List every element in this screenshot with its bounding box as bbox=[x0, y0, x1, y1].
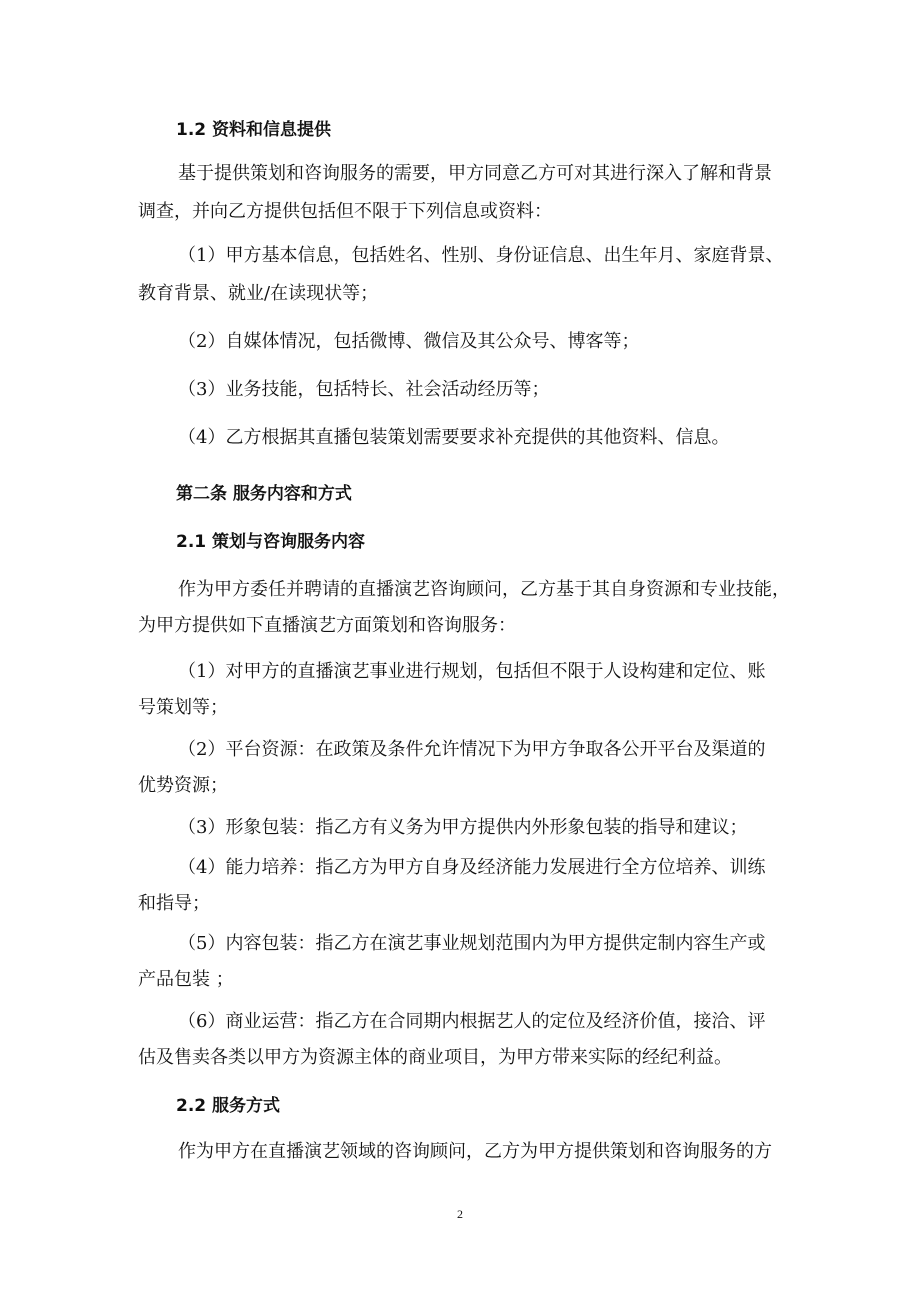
list-item-line: （1）甲方基本信息，包括姓名、性别、身份证信息、出生年月、家庭背景、 bbox=[178, 245, 784, 266]
list-item-line: 教育背景、就业/在读现状等； bbox=[138, 283, 379, 304]
list-item: （3）形象包装：指乙方有义务为甲方提供内外形象包装的指导和建议； bbox=[178, 817, 748, 838]
list-item-line: 和指导； bbox=[138, 893, 210, 914]
list-item-line: （5）内容包装：指乙方在演艺事业规划范围内为甲方提供定制内容生产或 bbox=[178, 933, 766, 954]
paragraph-line: 基于提供策划和咨询服务的需要，甲方同意乙方可对其进行深入了解和背景 bbox=[178, 163, 772, 184]
list-item: （4）乙方根据其直播包装策划需要要求补充提供的其他资料、信息。 bbox=[178, 427, 730, 448]
list-item-line: 估及售卖各类以甲方为资源主体的商业项目，为甲方带来实际的经纪利益。 bbox=[138, 1047, 732, 1068]
list-item-line: （6）商业运营：指乙方在合同期内根据艺人的定位及经济价值，接洽、评 bbox=[178, 1011, 766, 1032]
list-item-line: 产品包装 ； bbox=[138, 969, 234, 990]
list-item-line: 优势资源； bbox=[138, 775, 228, 796]
section-heading-2-2: 2.2 服务方式 bbox=[176, 1096, 281, 1116]
list-item-line: 号策划等； bbox=[138, 697, 228, 718]
section-heading-1-2: 1.2 资料和信息提供 bbox=[176, 120, 332, 140]
paragraph-line: 调查，并向乙方提供包括但不限于下列信息或资料： bbox=[138, 201, 552, 222]
list-item: （2）自媒体情况，包括微博、微信及其公众号、博客等； bbox=[178, 331, 640, 352]
list-item: （3）业务技能，包括特长、社会活动经历等； bbox=[178, 379, 550, 400]
page-number: 2 bbox=[457, 1207, 463, 1221]
paragraph-line: 作为甲方委任并聘请的直播演艺咨询顾问，乙方基于其自身资源和专业技能， bbox=[178, 579, 790, 600]
article-heading: 第二条 服务内容和方式 bbox=[176, 484, 352, 504]
list-item-line: （4）能力培养：指乙方为甲方自身及经济能力发展进行全方位培养、训练 bbox=[178, 857, 766, 878]
paragraph-line: 为甲方提供如下直播演艺方面策划和咨询服务： bbox=[138, 615, 516, 636]
list-item-line: （2）平台资源：在政策及条件允许情况下为甲方争取各公开平台及渠道的 bbox=[178, 739, 766, 760]
paragraph-line: 作为甲方在直播演艺领域的咨询顾问，乙方为甲方提供策划和咨询服务的方 bbox=[178, 1141, 772, 1162]
list-item-line: （1）对甲方的直播演艺事业进行规划，包括但不限于人设构建和定位、账 bbox=[178, 661, 766, 682]
section-heading-2-1: 2.1 策划与咨询服务内容 bbox=[176, 532, 366, 552]
